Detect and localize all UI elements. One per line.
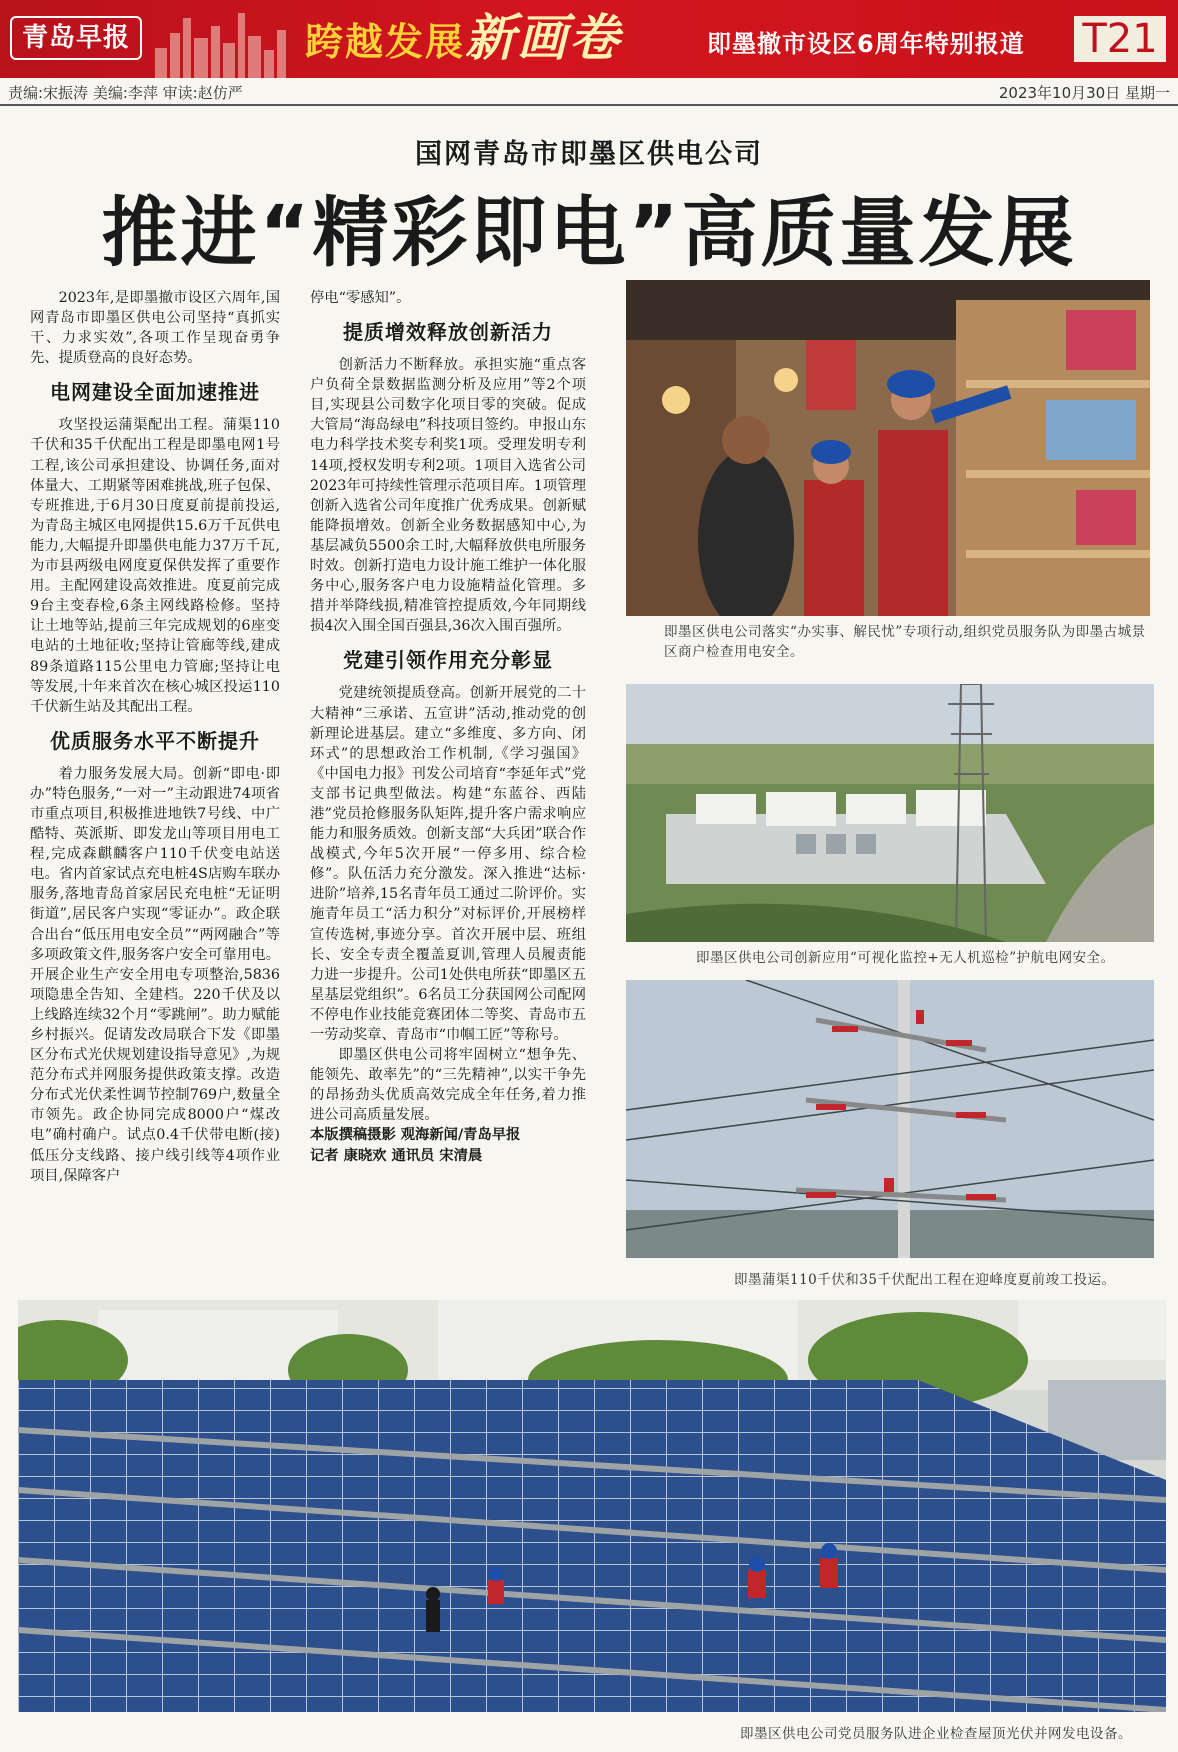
headline: 推进“精彩即电”高质量发展 [101, 188, 1077, 277]
paragraph-grid: 攻坚投运蒲渠配出工程。蒲渠110千伏和35千伏配出工程是即墨电网1号工程,该公司承担建设、协调任务,面对体量大、工期紧等困难挑战,班子包保、专班推进,于6月30日度夏前提前投运,为青岛主城区电网提供15.6万千瓦供电能力,大幅提升即墨供电能力37万千瓦,为市县两级电网度夏保供发挥了重要作用。主配网建设高效推进。度夏前完成9台主变春检,6条主网线路检修。坚持让土地等站,提前三年完成规划的6座变电站的土地征收;坚持让管廊等线,建成89条道路115公里电力管廊;坚持让电等发展,十年来首次在核心城区投运110千伏新生站及其配出工程。 [30, 417, 280, 715]
caption-rooftop-solar: 即墨区供电公司党员服务队进企业检查屋顶光伏并网发电设备。 [740, 1726, 1132, 1742]
page-number: T21 [1074, 16, 1166, 62]
paragraph-innovation: 创新活力不断释放。承担实施“重点客户负荷全景数据监测分析及应用”等2个项目,实现县公司数字化项目零的突破。促成大管局“海岛绿电”科技项目签约。申报山东电力科学技术奖专利奖1项。受理发明专利14项,授权发明专利2项。1项目入选省公司2023年可持续性管理示范项目库。1项管理创新入选省公司年度推广优秀成果。创新赋能降损增效。创新全业务数据感知中心,为基层减负5500余工时,大幅释放供电所服务时效。创新打造电力设计施工维护一体化服务中心,服务客户电力设施精益化管理。多措并举降线损,精准管控提质效,今年同期线损4次入围全国百强县,36次入围百强所。 [310, 357, 586, 635]
paragraph-party: 党建统领提质登高。创新开展党的二十大精神“三承诺、五宣讲”活动,推动党的创新理论进基层。建立“多维度、多方向、闭环式”的思想政治工作机制,《学习强国》《中国电力报》刊发公司培育“李延年式”党支部书记典型做法。构建“东蓝谷、西陆港”党员抢修服务队矩阵,提升客户需求响应能力和服务质效。创新支部“大兵团”联合作战模式,今年5次开展“一停多用、综合检修”。队伍活力充分激发。深入推进“达标·进阶”培养,15名青年员工通过二阶评价。实施青年员工“活力积分”对标评价,开展榜样宣传选树,事迹分享。首次开展中层、班组长、安全专责全覆盖夏训,管理人员履责能力进一步提升。公司1处供电所获“即墨区五星基层党组织”。6名员工分获国网公司配网不停电作业技能竞赛团体二等奖、青岛市五一劳动奖章、青岛市“巾帼工匠”等称号。 [310, 685, 586, 1043]
section-heading-party: 党建引领作用充分彰显 [343, 648, 553, 673]
kicker: 国网青岛市即墨区供电公司 [415, 139, 763, 170]
photo-substation [626, 684, 1154, 942]
skyline-icon [150, 8, 320, 78]
caption-shop-inspection: 即墨区供电公司落实“办实事、解民忧”专项行动,组织党员服务队为即墨古城景区商户检查用电安全。 [664, 624, 1146, 660]
paragraph-continued: 停电“零感知”。 [310, 290, 411, 306]
masthead-banner [0, 0, 1178, 78]
header-rule [0, 104, 1178, 106]
photo-rooftop-solar [18, 1300, 1166, 1712]
section-heading-service: 优质服务水平不断提升 [50, 728, 260, 753]
photo-power-lines [626, 980, 1154, 1258]
caption-substation: 即墨区供电公司创新应用“可视化监控+无人机巡检”护航电网安全。 [696, 950, 1115, 966]
caption-power-lines: 即墨蒲渠110千伏和35千伏配出工程在迎峰度夏前竣工投运。 [734, 1272, 1116, 1288]
section-heading-innovation: 提质增效释放创新活力 [343, 320, 553, 345]
section-heading-grid: 电网建设全面加速推进 [50, 380, 260, 405]
banner-title-main: 跨越发展 [305, 20, 466, 64]
byline-photo: 本版撰稿摄影 观海新闻/青岛早报 [310, 1127, 521, 1144]
photo-substation-image [626, 684, 1154, 942]
editors-line: 责编:宋振涛 美编:李萍 审读:赵仿严 [8, 84, 243, 102]
banner-title-calligraphy: 新画卷 [465, 8, 622, 67]
article-column-2 [310, 288, 586, 1166]
lead-paragraph: 2023年,是即墨撤市设区六周年,国网青岛市即墨区供电公司坚持“真抓实干、力求实效”,各项工作呈现奋勇争先、提质登高的良好态势。 [30, 290, 280, 367]
issue-date: 2023年10月30日 星期一 [998, 84, 1170, 102]
photo-rooftop-solar-image [18, 1300, 1166, 1712]
photo-shop-inspection-image [626, 280, 1150, 616]
banner-title [305, 8, 622, 67]
banner-subtitle: 即墨撤市设区6周年特别报道 [707, 30, 1025, 58]
newspaper-logo: 青岛早报 [10, 16, 142, 60]
article-column-1 [30, 288, 280, 1186]
byline-reporters: 记者 康晓欢 通讯员 宋清晨 [310, 1147, 483, 1164]
paragraph-service: 着力服务发展大局。创新“即电·即办”特色服务,“一对一”主动跟进74项省市重点项目,积极推进地铁7号线、中广酷特、英派斯、即发龙山等项目用电工程,完成森麒麟客户110千伏变电站送电。省内首家试点充电桩4S店购车联办服务,落地青岛首家居民充电桩“无证明街道”,居民客户实现“零证办”。政企联合出台“低压用电安全员”“两网融合”等多项政策文件,服务客户安全可靠用电。开展企业生产安全用电专项整治,5836项隐患全告知、全建档。220千伏及以上线路连续32个月“零跳闸”。助力赋能乡村振兴。促请发改局联合下发《即墨区分布式光伏规划建设指导意见》,为规范分布式并网服务提供政策支撑。改造分布式光伏柔性调节控制769户,数量全市领先。政企协同完成8000户“煤改电”确村确户。试点0.4千伏带电断(接)低压分支线路、接户线引线等4项作业项目,保障客户 [30, 765, 280, 1184]
photo-shop-inspection [626, 280, 1150, 616]
paragraph-closing: 即墨区供电公司将牢固树立“想争先、能领先、敢率先”的“三先精神”,以实干争先的昂扬劲头优质高效完成全年任务,着力推进公司高质量发展。 [310, 1047, 586, 1124]
photo-power-lines-image [626, 980, 1154, 1258]
